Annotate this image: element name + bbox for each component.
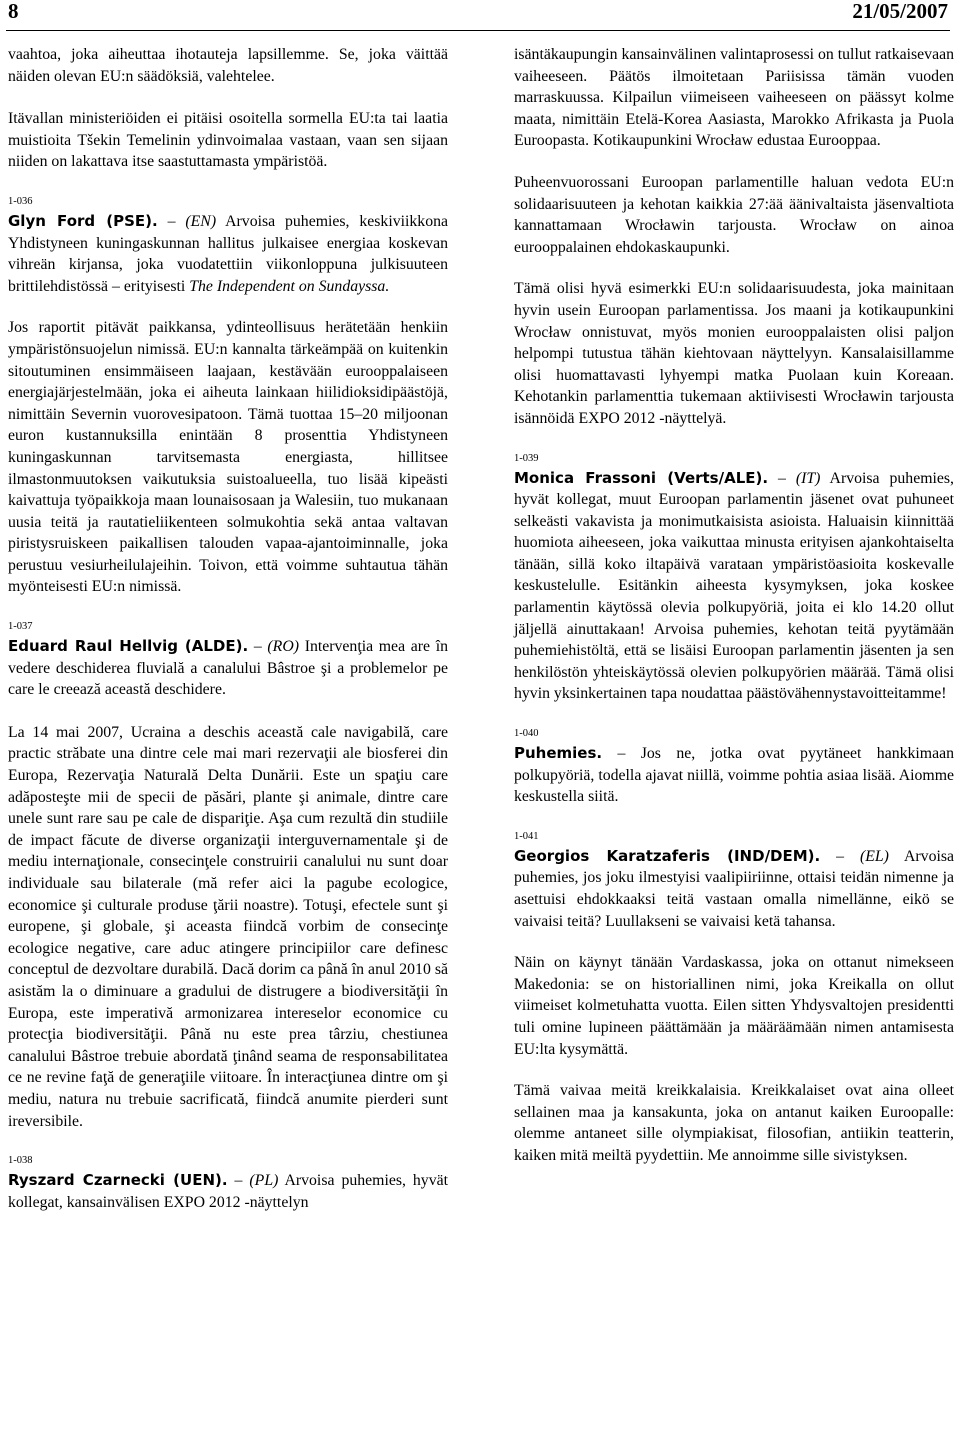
speech-paragraph	[8, 211, 448, 297]
dash: –	[778, 469, 786, 487]
speaker-name: Ryszard Czarnecki (UEN).	[8, 1171, 228, 1190]
language-tag: (EN)	[185, 212, 217, 230]
dash: –	[253, 638, 262, 656]
speech-text: Intervenţia mea are în vedere deschiderea fluvială a canalului Bâstroe şi a problemelor pe care le creează această deschidere.	[8, 638, 448, 699]
paragraph: Tämä vaivaa meitä kreikkalaisia. Kreikkalaiset ovat aina olleet sellainen maa ja kansakunta, joka on antanut kaiken Euroopalle: olemme antaneet sille olympiakisat, filosofian, antiikin teatterin, kaiken mitä meiltä pyydettiin. Me annoimme sille sivistyksen.	[514, 1082, 954, 1164]
item-number: 1-040	[514, 728, 539, 740]
speech-text: Arvoisa puhemies, keskiviikkona Yhdistyneen kuningaskunnan hallitus julkaisee energiaa koskevan vihreän kirjansa, joka vuodatettiin viikonloppuna julkisuuteen brittilehdistössä – erityisesti	[8, 212, 449, 295]
paragraph: Itävallan ministeriöiden ei pitäisi osoitella sormella EU:ta tai laatia muistioita Tšekin Temelinin ydinvoimalaa vastaan, vaan sen sijaan niiden on lakattava itse saastuttamasta ympäristöä.	[8, 110, 448, 171]
paragraph: isäntäkaupungin kansainvälinen valintaprosessi on tullut ratkaisevaan vaiheeseen. Päätös ilmoitetaan Pariisissa tämän vuoden marraskuussa. Kilpailun viimeiseen vaiheeseen on päässyt kolme maata, nimittäin Etelä-Korea Aasiasta, Marokko Afrikasta ja Puola Euroopasta. Kotikaupunkini Wrocław edustaa Eurooppaa.	[514, 46, 955, 150]
speech-paragraph	[514, 743, 954, 808]
speech-paragraph	[514, 846, 954, 932]
speech-text: Arvoisa puhemies, hyvät kollegat, muut Euroopan parlamentin jäsenet ovat puhuneet selkeästi vakavista ja monimutkaisista asioista. Haluaisin kiinnittää huomiota aiheeseen, joka vaikuttaa minusta erityisen ajankohtaiselta tänään, sillä koko iltapäivä varataan ympäristöasioita koskevalle keskustelulle. Esitänkin aiheesta kysymyksen, joka koskee parlamentin käytössä olevia polkupyöriä, joita ei klo 14.20 ollut jäljellä ainuttakaan! Arvoisa puhemies, kehotan teitä pyytämään puhemiehistöltä, että se lisäisi Euroopan parlamentin jäsenten ja sen henkilöstön yhteiskäytössä olevien polkupyörien määrää. Tämä olisi hyvin yksinkertainen tapa noudattaa päästövähennystavoitteitamme!	[514, 469, 954, 703]
dash: –	[167, 212, 176, 230]
language-tag: (PL)	[249, 1172, 279, 1190]
speech-paragraph	[514, 468, 954, 706]
speech-text: Jos ne, jotka ovat pyytäneet hankkimaan polkupyöriä, todella ajavat niillä, voimme pohtia asiaa lisää. Aiomme keskustella siitä.	[514, 745, 955, 806]
language-tag: (RO)	[267, 638, 300, 656]
paragraph: Jos raportit pitävät paikkansa, ydinteollisuus herätetään henkiin ympäristönsuojelun nimissä. EU:n kannalta tärkeämpää on kuitenkin sitoutuminen ensimmäiseen laajaan, kestävään eurooppalaiseen energiajärjestelmään, joka ei aiheuta lainkaan hiilidioksidipäästöjä, nimittäin Severnin vuorovesipatoon. Tämä tuottaa 15–20 miljoonan euron kustannuksilla enintään 8 prosenttia Yhdistyneen kuningaskunnan tarvitsemasta energiasta, hillitsee ilmastonmuutoksen vaikutuksia suistoalueella, tuo lisää kipeästi kaivattuja työpaikkoja maan lounaisosaan ja Walesiin, tuo mukanaan uusia teitä ja rautatieliikenteen solmukohtia sekä antaa valtavan piristysruiskeen paikallisen talouden vapaa-ajantoiminnalle, joka perustuu vesiurheilulajeihin. Toivon, että voimme suhtautua tähän myönteisesti EU:n nimissä.	[8, 319, 448, 596]
speaker-name: Eduard Raul Hellvig (ALDE).	[8, 637, 249, 656]
speech-paragraph	[8, 1170, 448, 1213]
speaker-name: Monica Frassoni (Verts/ALE).	[514, 468, 769, 487]
paragraph: vaahtoa, joka aiheuttaa ihotauteja lapsillemme. Se, joka väittää näiden olevan EU:n säädöksiä, valehtelee.	[8, 46, 448, 85]
newspaper-title: The Independent on Sundayssa.	[189, 277, 390, 295]
page-header	[6, 0, 950, 31]
paragraph: Puheenvuorossani Euroopan parlamentille haluan vedota EU:n solidaarisuuteen ja kehotan kaikkia 27:ää äänivaltaista jäsenvaltiota kannattamaan Wrocławin tarjousta. Wrocław on ainoa eurooppalainen ehdokaskaupunki.	[514, 173, 954, 256]
item-number: 1-037	[8, 621, 33, 633]
item-number: 1-039	[514, 452, 539, 464]
page-number: 8	[8, 0, 19, 23]
right-column	[514, 44, 954, 1187]
item-number: 1-041	[514, 830, 539, 842]
paragraph: Näin on käynyt tänään Vardaskassa, joka on ottanut nimekseen Makedonia: se on historiallinen nimi, joka Kreikalla on ollut viimeiset kolmetuhatta vuotta. Eilen sitten Yhdysvaltojen presidentti tuli omine lupineen päättämään ja määräämään nimen antamisesta EU:lta kysymättä.	[514, 954, 954, 1058]
dash: –	[836, 847, 845, 865]
page-date: 21/05/2007	[852, 0, 948, 23]
paragraph: Tämä olisi hyvä esimerkki EU:n solidaarisuudesta, joka mainitaan hyvin usein Euroopan parlamentissa. Jos maani ja kotikaupunkini Wrocław onnistuvat, myös monien eurooppalaisten olisi paljon helpompi tutustua tähän kiehtovaan näyttelyyn. Kansalaisillamme olisi huomattavasti lyhyempi matka Puolaan kuin Koreaan. Kehotankin parlamenttia tukemaan aktiivisesti Wrocławin tarjousta isännöidä EXPO 2012 -näyttelyä.	[514, 280, 954, 427]
dash: –	[234, 1172, 243, 1190]
item-number: 1-036	[8, 195, 33, 207]
speaker-name: Georgios Karatzaferis (IND/DEM).	[514, 846, 821, 865]
speaker-name: Glyn Ford (PSE).	[8, 211, 158, 230]
paragraph: La 14 mai 2007, Ucraina a deschis această cale navigabilă, care practic străbate una dintre cele mai mari rezervaţii ale biosferei din Europa, Rezervaţia Naturală Delta Dunării. Este un spaţiu care adăposteşte mii de specii de păsări, plante şi animale, dintre care unele sunt rare sau pe cale de dispariţie. Aşa cum rezultă din studiile de impact făcute de diverse organizaţii interguvernamentale şi de mediu internaţionale, consecinţele construirii canalului nu sunt doar individuale sau bilaterale (mă refer aici la pagube ecologice, economice şi culturale produse ţării noastre). Totuşi, efectele sunt şi europene, şi globale, şi aceasta fiindcă vorbim de consecinţe ecologice negative, care aduc atingere principiilor care definesc conceptul de dezvoltare durabilă. Dacă dorim ca până în anul 2010 să asistăm la o diminuare a gradului de distrugere a biodiversităţii în Europa, este imperativă armonizarea intereselor economice cu protecţia biodiversităţii. Până nu este prea târziu, chestiunea canalului Bâstroe trebuie abordată ţinând seama de responsabilitatea ce ne revine faţă de generaţiile viitoare. În interacţiunea dintre om şi mediu, natura nu trebuie sacrificată, fiindcă anumite pierderi sunt ireversibile.	[8, 723, 448, 1130]
speech-text: Arvoisa puhemies, hyvät kollegat, kansainvälisen EXPO 2012 -näyttelyn	[8, 1172, 448, 1211]
speaker-name: Puhemies.	[514, 744, 603, 763]
dash: –	[617, 745, 626, 763]
item-number: 1-038	[8, 1155, 33, 1167]
language-tag: (EL)	[859, 847, 889, 865]
language-tag: (IT)	[795, 469, 821, 487]
speech-text: Arvoisa puhemies, jos joku ilmestyisi vaalipiiriinne, ottaisi teidän nimenne ja asettuisi ehdokkaaksi teitä vastaan omalla nimellänne, eikö se vaivaisi teitä? Luullakseni se vaivaisi ketä tahansa.	[514, 847, 955, 930]
speech-paragraph	[8, 636, 448, 701]
left-column	[8, 44, 448, 1234]
